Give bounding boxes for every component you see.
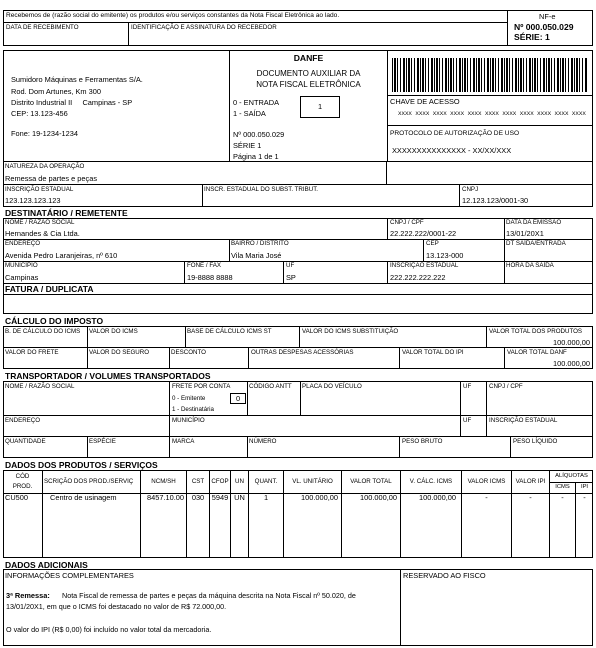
carrier-cnpj-label: CNPJ / CPF (489, 383, 523, 390)
recipient-address-label: ENDEREÇO (5, 240, 41, 247)
item-cfop: 5949 (211, 493, 229, 502)
recipient-name-label: NOME / RAZÃO SOCIAL (5, 219, 75, 226)
recipient-address-value: Avenida Pedro Laranjeiras, nº 610 (5, 251, 118, 260)
receipt-signature-label: IDENTIFICAÇÃO E ASSINATURA DO RECEBEDOR (131, 24, 277, 31)
invoice-total-label: VALOR TOTAL DANF (507, 349, 567, 356)
exit-time-label: HORA DA SAÍDA (506, 262, 554, 269)
antt-label: CÓDIGO ANTT (249, 383, 292, 390)
recipient-phone-label: FONE / FAX (187, 262, 222, 269)
additional-remessa-line1: Nota Fiscal de remessa de partes e peças da máquina descrita na Nota Fiscal nº 50.020, de (62, 591, 356, 600)
col-cod-line2: PROD. (12, 483, 33, 490)
freight-mode-issuer: 0 - Emitente (172, 395, 206, 402)
issue-date-label: DATA DA EMISSÃO (506, 219, 562, 226)
operation-nature-blank (386, 161, 593, 185)
item-ipi-value: - (529, 493, 532, 502)
recipient-city-value: Campinas (5, 273, 39, 282)
col-quant: QUANT. (254, 478, 278, 485)
item-quant: 1 (263, 493, 269, 502)
carrier-city-label: MUNICÍPIO (172, 417, 205, 424)
recipient-section-title: DESTINATÁRIO / REMETENTE (5, 208, 128, 218)
recipient-uf-label: UF (286, 262, 295, 269)
danfe-exit-option: 1 - SAÍDA (233, 109, 266, 118)
col-description: SCRIÇÃO DOS PROD./SERVIÇ (44, 478, 134, 485)
recipient-ie-label: INSCRIÇÃO ESTADUAL (390, 262, 459, 269)
item-aliq-icms: - (561, 493, 564, 502)
other-expenses-label: OUTRAS DESPESAS ACESSÓRIAS (251, 349, 354, 356)
recipient-uf-box (283, 261, 388, 284)
item-cst: 030 (191, 493, 205, 502)
invoice-section-title: FATURA / DUPLICATA (5, 284, 94, 294)
additional-remessa-line2: 13/01/20X1, em que o ICMS foi destacado no valor de R$ 72.000,00. (6, 602, 227, 611)
issuer-zip: CEP: 13.123-456 (11, 109, 68, 118)
access-key-value: XXXX XXXX XXXX XXXX XXXX XXXX XXXX XXXX XXXX XXXX XXXX (398, 110, 586, 117)
insurance-label: VALOR DO SEGURO (89, 349, 150, 356)
carrier-uf-label: UF (463, 383, 472, 390)
col-sep (549, 470, 550, 558)
danfe-type-value: 1 (317, 102, 323, 111)
issuer-phone: Fone: 19-1234-1234 (11, 129, 78, 138)
issue-date-value: 13/01/20X1 (506, 229, 544, 238)
carrier-ie-label: INSCRIÇÃO ESTADUAL (489, 417, 558, 424)
item-icms-base: 100.000,00 (419, 493, 456, 502)
state-reg-value: 123.123.123.123 (5, 196, 61, 205)
danfe-page-count: Página 1 de 1 (233, 152, 279, 161)
volume-number-label: NÚMERO (249, 438, 277, 445)
danfe-title: DANFE (293, 53, 324, 63)
gross-weight-label: PESO BRUTO (402, 438, 443, 445)
exit-date-label: DT SAÍDA/ENTRADA (506, 240, 566, 247)
recipient-ie-value: 222.222.222.222 (390, 273, 446, 282)
fiscal-reserved-box (400, 569, 593, 646)
issuer-cnpj-value: 12.123.123/0001-30 (462, 196, 529, 205)
issuer-cnpj-label: CNPJ (462, 186, 479, 193)
danfe-subtitle-1: DOCUMENTO AUXILIAR DA (256, 69, 361, 78)
recipient-zip-value: 13.123-000 (426, 251, 464, 260)
receipt-text: Recebemos de (razão social do emitente) os produtos e/ou serviços constantes da Nota Fiscal Eletrônica ao lado. (6, 12, 340, 19)
col-aliq-ipi: IPI (580, 484, 589, 490)
products-total-label: VALOR TOTAL DOS PRODUTOS (489, 328, 583, 335)
fiscal-reserved-label: RESERVADO AO FISCO (403, 571, 486, 580)
species-label: ESPÉCIE (89, 438, 116, 445)
protocol-value: XXXXXXXXXXXXXXX - XX/XX/XXX (392, 146, 512, 155)
item-icms-value: - (485, 493, 488, 502)
col-sep (42, 470, 43, 558)
additional-ipi-note: O valor do IPI (R$ 0,00) foi incluído no valor total da mercadoria. (6, 625, 212, 634)
aliquota-sep (549, 482, 593, 483)
additional-info-label: INFORMAÇÕES COMPLEMENTARES (5, 571, 134, 580)
recipient-zip-label: CEP (426, 240, 439, 247)
recipient-cnpj-label: CNPJ / CPF (390, 219, 424, 226)
item-ncm: 8457.10.00 (147, 493, 184, 502)
issuer-name: Sumidoro Máquinas e Ferramentas S/A. (11, 75, 143, 84)
item-aliq-ipi: - (583, 493, 586, 502)
recipient-district-value: Vila Maria José (231, 251, 282, 260)
barcode-image (392, 58, 588, 92)
receipt-nfe-series: SÉRIE: 1 (514, 32, 550, 42)
recipient-district-label: BAIRRO / DISTRITO (231, 240, 289, 247)
tax-section-title: CÁLCULO DO IMPOSTO (5, 316, 104, 326)
plate-label: PLACA DO VEÍCULO (302, 383, 362, 390)
col-un: UN (235, 478, 244, 485)
item-un: UN (234, 493, 245, 502)
col-cod-line1: CÓD (15, 473, 30, 480)
net-weight-label: PESO LÍQUIDO (513, 438, 558, 445)
issuer-address: Rod. Dom Artunes, Km 300 (11, 87, 101, 96)
col-cfop: CFOP (211, 478, 229, 485)
col-cst: CST (191, 478, 205, 485)
icms-base-label: B. DE CÁLCULO DO ICMS (5, 328, 81, 335)
invoice-body-box (3, 294, 593, 314)
products-body-box (3, 493, 593, 558)
col-icms-value: VALOR ICMS (467, 478, 506, 485)
carrier-section-title: TRANSPORTADOR / VOLUMES TRANSPORTADOS (5, 371, 211, 381)
operation-nature-value: Remessa de partes e peças (5, 174, 98, 183)
receipt-date-label: DATA DE RECEBIMENTO (6, 24, 79, 31)
item-description: Centro de usinagem (50, 493, 117, 502)
brand-label: MARCA (172, 438, 195, 445)
products-total-value: 100.000,00 (553, 338, 590, 347)
recipient-name-value: Hernandes & Cia Ltda. (5, 229, 80, 238)
issuer-district-city: Distrito Industrial II Campinas - SP (11, 98, 133, 107)
danfe-series: SÉRIE 1 (233, 141, 262, 150)
recipient-city-label: MUNICÍPIO (5, 262, 38, 269)
col-icms-base: V. CÁLC. ICMS (409, 478, 453, 485)
danfe-subtitle-2: NOTA FISCAL ELETRÔNICA (256, 80, 361, 89)
ipi-total-label: VALOR TOTAL DO IPI (402, 349, 464, 356)
recipient-phone-value: 19-8888 8888 (187, 273, 233, 282)
state-reg-label: INSCRIÇÃO ESTADUAL (5, 186, 74, 193)
icms-st-value-label: VALOR DO ICMS SUBSTITUIÇÃO (302, 328, 399, 335)
freight-mode-recipient: 1 - Destinatária (172, 406, 214, 413)
discount-label: DESCONTO (171, 349, 206, 356)
item-total-value: 100.000,00 (360, 493, 397, 502)
item-unit-value: 100.000,00 (301, 493, 338, 502)
protocol-label: PROTOCOLO DE AUTORIZAÇÃO DE USO (390, 130, 520, 137)
freight-label: VALOR DO FRETE (5, 349, 59, 356)
col-ncm: NCM/SH (151, 478, 176, 485)
icms-value-label: VALOR DO ICMS (89, 328, 138, 335)
col-aliquotas: ALÍQUOTAS (555, 473, 588, 479)
operation-nature-label: NATUREZA DA OPERAÇÃO (5, 163, 85, 170)
invoice-total-value: 100.000,00 (553, 359, 590, 368)
products-section-title: DADOS DOS PRODUTOS / SERVIÇOS (5, 460, 158, 470)
access-key-label: CHAVE DE ACESSO (390, 97, 460, 106)
col-unit-value: VL. UNITÁRIO (292, 478, 333, 485)
recipient-uf-value: SP (286, 273, 296, 282)
danfe-number: Nº 000.050.029 (233, 130, 285, 139)
quantity-label: QUANTIDADE (5, 438, 46, 445)
st-reg-label: INSCR. ESTADUAL DO SUBST. TRIBUT. (204, 186, 319, 193)
col-total-value: VALOR TOTAL (350, 478, 392, 485)
danfe-entry-option: 0 - ENTRADA (233, 98, 279, 107)
carrier-address-label: ENDEREÇO (5, 417, 41, 424)
item-code: CU500 (5, 493, 29, 502)
icms-st-base-label: BASE DE CÁLCULO ICMS ST (187, 328, 272, 335)
receipt-nfe-number: Nº 000.050.029 (514, 22, 574, 32)
additional-section-title: DADOS ADICIONAIS (5, 560, 88, 570)
additional-remessa-label: 3ª Remessa: (6, 591, 50, 600)
col-ipi-value: VALOR IPI (515, 478, 546, 485)
carrier-name-label: NOME / RAZÃO SOCIAL (5, 383, 75, 390)
freight-mode-label: FRETE POR CONTA (172, 383, 231, 390)
col-aliq-icms: ICMS (555, 484, 570, 490)
receipt-nfe-label: NF-e (539, 12, 556, 21)
freight-mode-value: 0 (235, 394, 241, 403)
carrier-uf2-label: UF (463, 417, 472, 424)
recipient-cnpj-value: 22.222.222/0001-22 (390, 229, 457, 238)
carrier-city-box (169, 415, 461, 437)
